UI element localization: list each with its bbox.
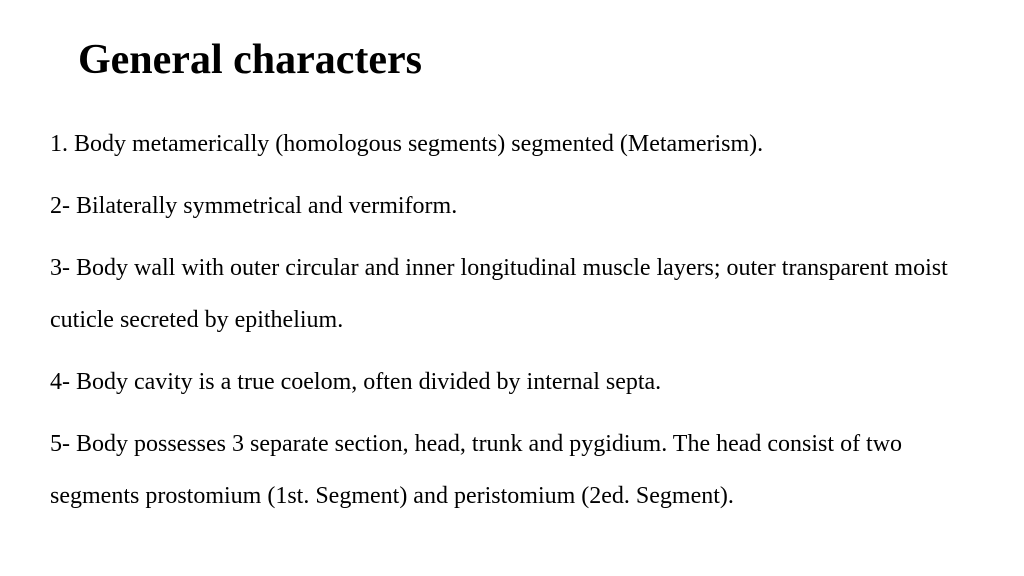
list-item-5: 5- Body possesses 3 separate section, head, trunk and pygidium. The head consist of two segments prostomium (1st. Segment) and peristomium (2ed. Segment).: [50, 431, 903, 509]
slide-title: General characters: [78, 37, 423, 83]
list-item-1: 1. Body metamerically (homologous segments) segmented (Metamerism).: [50, 131, 764, 157]
list-item-4: 4- Body cavity is a true coelom, often divided by internal septa.: [50, 369, 662, 395]
characters-list: [50, 118, 950, 532]
list-item-3: 3- Body wall with outer circular and inner longitudinal muscle layers; outer transparent moist cuticle secreted by epithelium.: [50, 255, 948, 333]
list-item-2: 2- Bilaterally symmetrical and vermiform.: [50, 193, 458, 219]
